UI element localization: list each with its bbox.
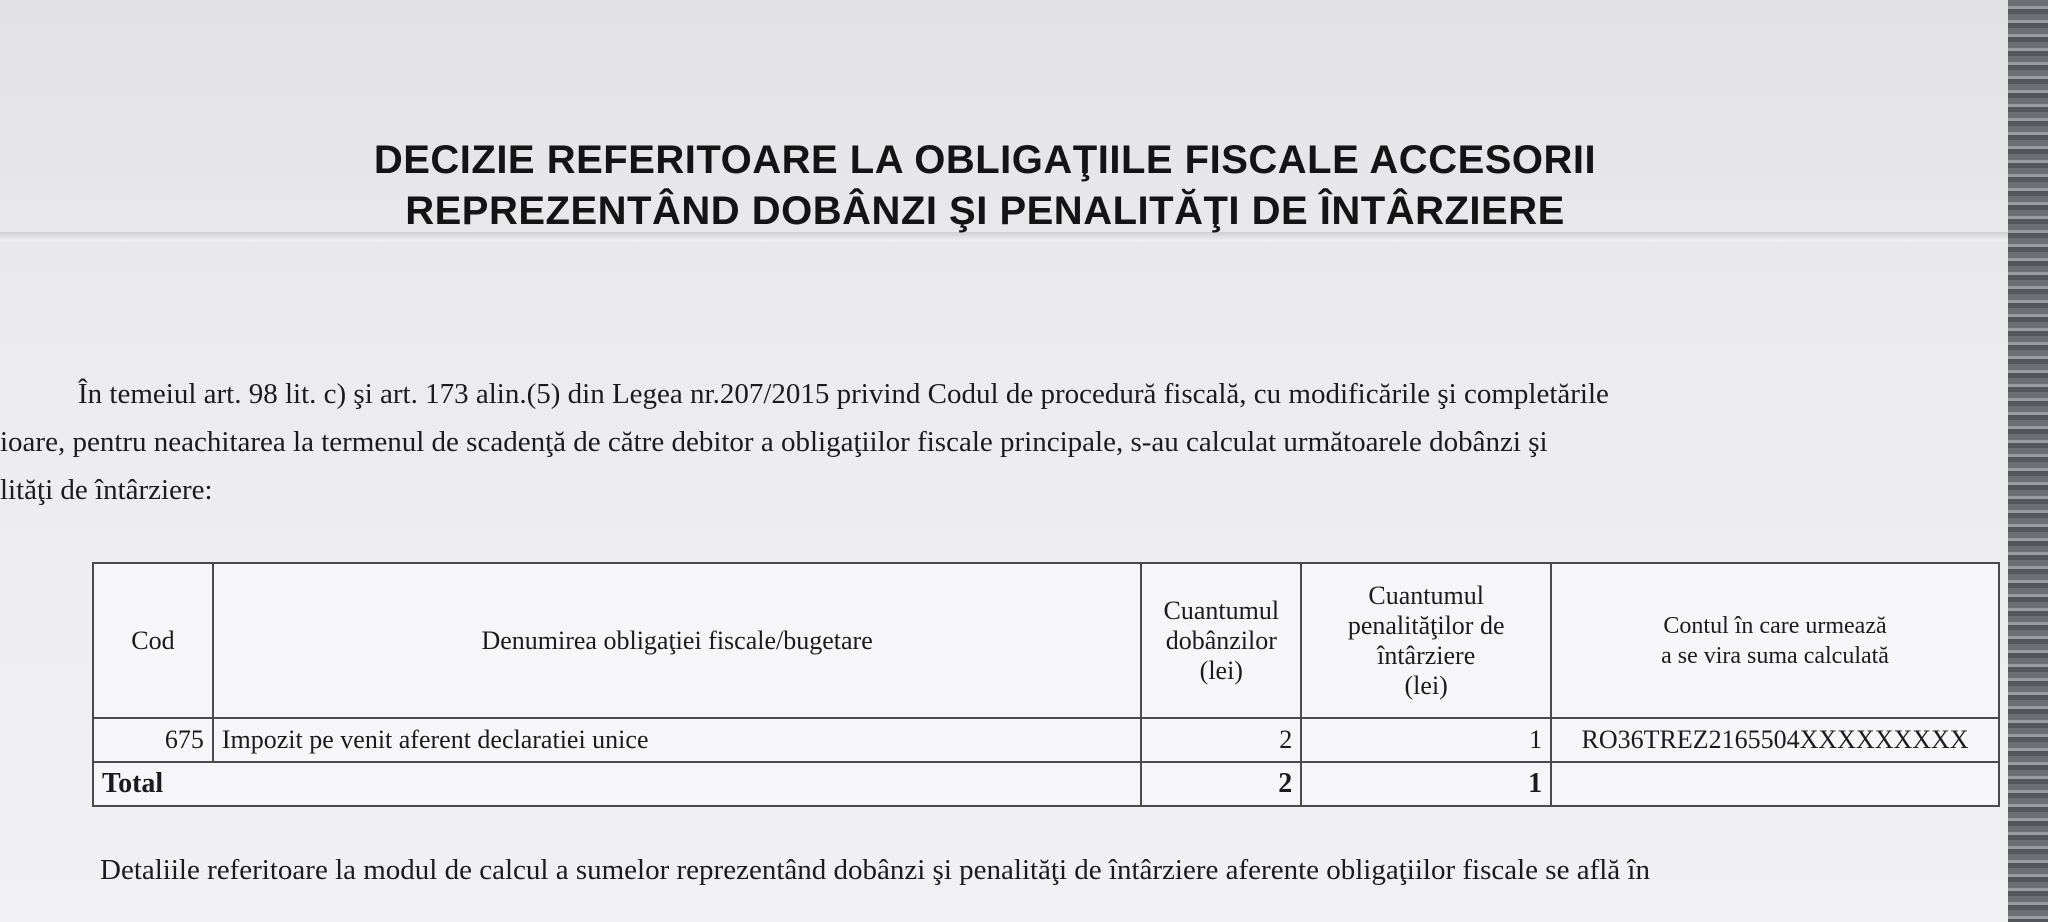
row-dobanzi: 2 [1141,718,1301,762]
header-denumire: Denumirea obligaţiei fiscale/bugetare [213,563,1141,718]
intro-paragraph [0,370,1990,514]
row-cod: 675 [93,718,213,762]
header-dobanzi [1141,563,1301,718]
total-dobanzi: 2 [1141,762,1301,806]
obligations-table [92,562,2000,807]
intro-line-1: În temeiul art. 98 lit. c) şi art. 173 alin.(5) din Legea nr.207/2015 privind Codul de procedură fiscală, cu modificările şi completările [78,378,1609,410]
row-penalitati: 1 [1301,718,1551,762]
header-penalitati [1301,563,1551,718]
total-cont-empty [1551,762,1999,806]
header-cod: Cod [93,563,213,718]
total-label: Total [93,762,1141,806]
table-row [93,718,1999,762]
header-penalitati-line: întârziere [1377,640,1476,670]
intro-line-3: lităţi de întârziere: [0,474,213,506]
header-penalitati-line: penalităţilor de [1347,610,1505,640]
intro-line-2: ioare, pentru neachitarea la termenul de scadenţă de către debitor a obligaţiilor fiscale principale, s-au calculat următoarele dobânzi şi [0,426,1548,458]
total-penalitati: 1 [1301,762,1551,806]
footer-paragraph: Detaliile referitoare la modul de calcul a sumelor reprezentând dobânzi şi penalităţi de întârziere aferente obligaţiilor fiscale se află în [100,854,1650,886]
header-dobanzi-line: (lei) [1199,655,1243,685]
document-title-line-1: DECIZIE REFERITOARE LA OBLIGAŢIILE FISCALE ACCESORII [373,138,1597,182]
header-penalitati-line: Cuantumul [1368,580,1484,610]
header-penalitati-line: (lei) [1404,670,1448,700]
header-dobanzi-line: Cuantumul [1163,595,1280,625]
table-total-row [93,762,1999,806]
row-denumire: Impozit pe venit aferent declaratiei unice [213,718,1141,762]
header-cont [1551,563,1999,718]
header-dobanzi-line: dobânzilor [1165,625,1277,655]
background-edge [2008,0,2048,922]
document-title-line-2: REPREZENTÂND DOBÂNZI ŞI PENALITĂŢI DE ÎNTÂRZIERE [405,189,1565,233]
row-cont: RO36TREZ2165504XXXXXXXXX [1551,718,1999,762]
header-cont-line: a se vira suma calculată [1661,642,1889,669]
table-header-row [93,563,1999,718]
header-cont-line: Contul în care urmează [1663,612,1887,639]
